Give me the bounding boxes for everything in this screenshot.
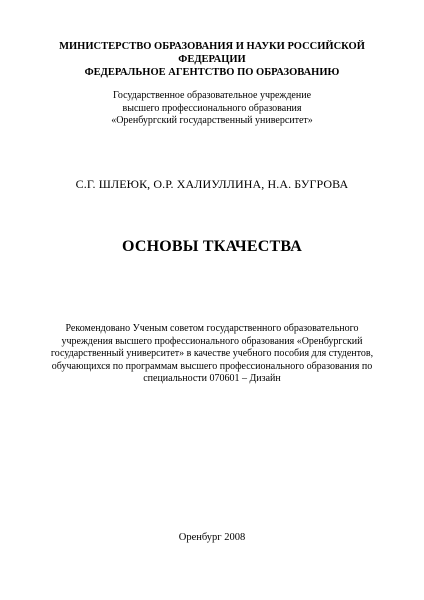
recommendation-line: обучающихся по программам высшего профессионального образования по [51,360,373,372]
city-year: Оренбург 2008 [178,532,246,543]
authors: С.Г. ШЛЕЮК, О.Р. ХАЛИУЛЛИНА, Н.А. БУГРОВА [75,177,349,191]
recommendation-line: специальности 070601 – Дизайн [143,373,281,384]
ministry-line: ФЕДЕРАЦИИ [178,54,246,65]
institution-header [0,90,424,128]
recommendation-line: государственный университет» в качестве учебного пособия для студентов, [50,348,374,359]
recommendation-line: учреждения высшего профессионального образования «Оренбургский [61,335,363,347]
ministry-line: МИНИСТЕРСТВО ОБРАЗОВАНИЯ И НАУКИ РОССИЙСКОЙ [59,41,365,52]
institution-line: высшего профессионального образования [122,102,302,114]
ministry-line: ФЕДЕРАЛЬНОЕ АГЕНТСТВО ПО ОБРАЗОВАНИЮ [84,67,340,78]
recommendation-note [0,323,424,386]
ministry-header [0,40,424,79]
institution-line: «Оренбургский государственный университет» [111,115,313,126]
book-title: ОСНОВЫ ТКАЧЕСТВА [122,238,302,255]
recommendation-line: Рекомендовано Ученым советом государственного образовательного [65,323,359,334]
institution-line: Государственное образовательное учреждение [112,90,312,101]
